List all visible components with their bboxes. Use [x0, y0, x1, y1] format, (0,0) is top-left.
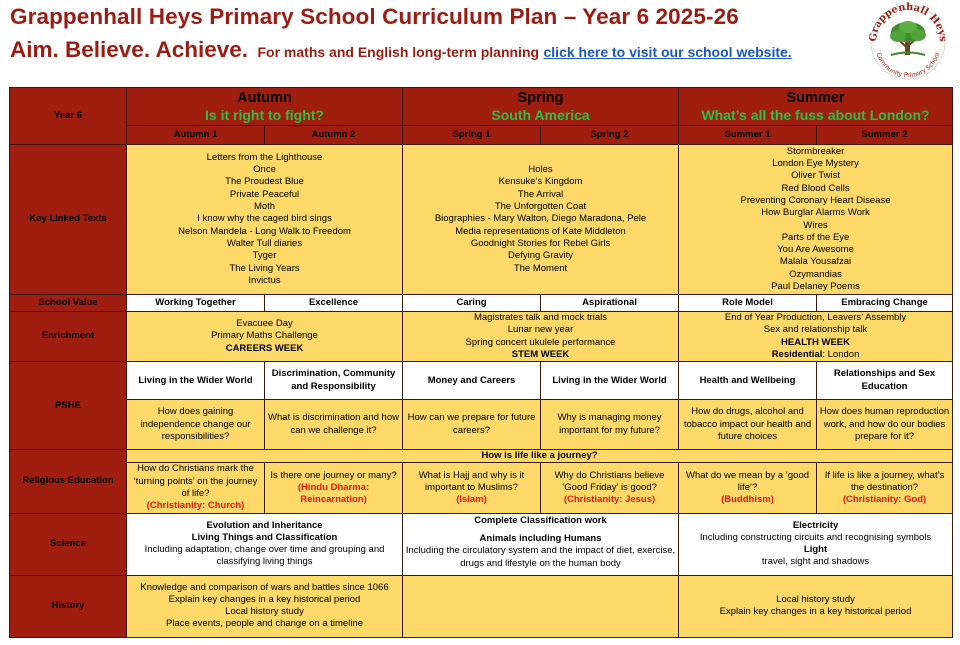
- text-item: Once: [253, 164, 276, 176]
- half-term-header: Autumn 2: [265, 126, 403, 145]
- science-topic: Living Things and Classification: [191, 531, 338, 543]
- re-question: Why do Christians believe ‘Good Friday’ is good?: [554, 469, 665, 493]
- text-item: You Are Awesome: [777, 244, 854, 256]
- texts-autumn: [127, 145, 403, 295]
- pshe-question: How can we prepare for future careers?: [403, 400, 541, 450]
- science-topic: Light: [803, 544, 828, 556]
- value-cell: Excellence: [265, 295, 403, 312]
- pshe-topic: Living in the Wider World: [127, 362, 265, 400]
- re-faith: (Christianity: God): [842, 494, 927, 506]
- value-cell: Caring: [403, 295, 541, 312]
- value-cell: Aspirational: [541, 295, 679, 312]
- text-item: Media representations of Kate Middleton: [455, 225, 626, 237]
- pshe-question: How do drugs, alcohol and tobacco impact our health and future choices: [679, 400, 817, 450]
- text-item: I know why the caged bird sings: [197, 213, 332, 225]
- enrichment-item: Magistrates talk and mock trials: [473, 312, 608, 323]
- re-cell: [541, 463, 679, 513]
- text-item: How Burglar Alarms Work: [761, 207, 870, 219]
- text-item: Oliver Twist: [791, 170, 840, 182]
- history-summer: [679, 575, 953, 637]
- text-item: Malala Yousafzai: [779, 256, 852, 268]
- text-item: Red Blood Cells: [781, 182, 850, 194]
- pshe-question: What is discrimination and how can we challenge it?: [265, 400, 403, 450]
- pshe-topic: Discrimination, Community and Responsibility: [265, 362, 403, 400]
- text-item: Preventing Coronary Heart Disease: [740, 194, 891, 206]
- history-spring: [403, 575, 679, 637]
- season-summer: [679, 88, 953, 126]
- re-faith: (Hindu Dharma: Reincarnation): [297, 481, 370, 506]
- season-name: Autumn: [237, 89, 292, 106]
- page-title: Grappenhall Heys Primary School Curriculum Plan – Year 6 2025-26: [10, 4, 739, 29]
- re-question: What is Hajj and why is it important to Muslims?: [418, 469, 525, 493]
- pshe-topic: Money and Careers: [403, 362, 541, 400]
- enrichment-item: Lunar new year: [507, 324, 574, 336]
- re-question: If life is like a journey, what’s the destination?: [824, 469, 945, 493]
- pshe-question: How does gaining independence change our responsibilities?: [127, 400, 265, 450]
- texts-summer: [679, 145, 953, 295]
- text-item: London Eye Mystery: [772, 158, 859, 170]
- history-item: Knowledge and comparison of wars and battles since 1066: [140, 581, 389, 593]
- subtitle-line: [10, 37, 792, 63]
- pshe-question: Why is managing money important for my future?: [541, 400, 679, 450]
- residential-item: [681, 349, 950, 361]
- pshe-topic: Living in the Wider World: [541, 362, 679, 400]
- re-cell: [679, 463, 817, 513]
- planning-note: For maths and English long-term planning: [257, 44, 540, 60]
- half-term-header: Spring 2: [541, 126, 679, 145]
- text-item: Nelson Mandela - Long Walk to Freedom: [178, 225, 351, 237]
- text-item: Defying Gravity: [508, 250, 573, 262]
- enrichment-week: STEM WEEK: [511, 348, 570, 360]
- text-item: Letters from the Lighthouse: [206, 151, 323, 163]
- season-theme: Is it right to fight?: [205, 106, 324, 123]
- text-item: The Living Years: [229, 262, 300, 274]
- row-label-science: Science: [10, 513, 127, 575]
- text-item: Paul Delaney Poems: [771, 280, 860, 292]
- enrichment-item: Spring concert ukulele performance: [465, 336, 616, 348]
- science-topic: Electricity: [792, 519, 839, 531]
- value-cell: Role Model: [679, 295, 817, 312]
- text-item: Ozymandias: [789, 268, 842, 280]
- history-item: Place events, people and change on a timeline: [166, 618, 363, 630]
- re-cell: [265, 463, 403, 513]
- re-question: How do Christians mark the ‘turning points’ on the journey of life?: [133, 463, 258, 500]
- year-label: Year 6: [10, 88, 127, 145]
- history-item: Explain key changes in a key historical period: [719, 606, 912, 618]
- text-item: Kensuke’s Kingdom: [498, 176, 583, 188]
- season-name: Summer: [786, 89, 845, 106]
- enrichment-item: End of Year Production, Leavers’ Assembly: [724, 312, 907, 323]
- history-autumn: [127, 575, 403, 637]
- logo-text-top: Grappenhall Heys: [867, 1, 949, 43]
- pshe-topic: Relationships and Sex Education: [817, 362, 953, 400]
- season-theme: South America: [491, 106, 590, 123]
- text-item: The Arrival: [517, 188, 564, 200]
- residential-value: : London: [822, 348, 860, 360]
- row-label-enrichment: Enrichment: [10, 312, 127, 362]
- enrichment-item: Evacuee Day: [236, 318, 293, 330]
- re-cell: [817, 463, 953, 513]
- text-item: Parts of the Eye: [781, 231, 850, 243]
- text-item: The Unforgotten Coat: [494, 201, 587, 213]
- school-logo: [866, 0, 950, 80]
- science-spring: [403, 513, 679, 575]
- season-spring: [403, 88, 679, 126]
- history-item: Explain key changes in a key historical period: [168, 593, 361, 605]
- re-question: What do we mean by a ‘good life’?: [685, 469, 810, 493]
- science-detail: Including the circulatory system and the impact of diet, exercise, drugs and lifestyle on the human body: [405, 545, 676, 569]
- science-summer: [679, 513, 953, 575]
- season-theme: What’s all the fuss about London?: [701, 106, 930, 123]
- re-faith: (Buddhism): [721, 494, 774, 506]
- text-item: Stormbreaker: [786, 145, 845, 157]
- text-item: Holes: [528, 164, 553, 176]
- school-motto: Aim. Believe. Achieve.: [10, 37, 249, 62]
- text-item: Tyger: [252, 250, 277, 262]
- science-topic: Evolution and Inheritance: [206, 519, 323, 531]
- pshe-topic: Health and Wellbeing: [679, 362, 817, 400]
- science-topic: Complete Classification work: [474, 514, 607, 526]
- texts-spring: [403, 145, 679, 295]
- half-term-header: Autumn 1: [127, 126, 265, 145]
- text-item: Wires: [803, 219, 828, 231]
- enrichment-week: HEALTH WEEK: [781, 336, 850, 348]
- row-label-value: School Value: [10, 295, 127, 312]
- text-item: Invictus: [248, 274, 281, 286]
- re-cell: [403, 463, 541, 513]
- text-item: The Proudest Blue: [225, 176, 304, 188]
- school-website-link[interactable]: click here to visit our school website.: [543, 44, 792, 60]
- re-faith: (Islam): [456, 494, 487, 506]
- enrichment-spring: [403, 312, 679, 362]
- half-term-header: Spring 1: [403, 126, 541, 145]
- re-cell: [127, 463, 265, 513]
- half-term-header: Summer 2: [817, 126, 953, 145]
- text-item: Goodnight Stories for Rebel Girls: [470, 237, 611, 249]
- value-cell: Working Together: [127, 295, 265, 312]
- text-item: Walter Tull diaries: [226, 237, 303, 249]
- science-topic: Animals including Humans: [479, 532, 602, 544]
- row-label-history: History: [10, 575, 127, 637]
- history-item: Local history study: [225, 606, 304, 618]
- enrichment-item: Primary Maths Challenge: [211, 330, 318, 342]
- row-label-pshe: PSHE: [10, 362, 127, 450]
- row-label-texts: Key Linked Texts: [10, 145, 127, 295]
- text-item: Private Peaceful: [229, 188, 300, 200]
- enrichment-week: CAREERS WEEK: [225, 342, 304, 354]
- residential-label: Residential: [771, 348, 823, 360]
- curriculum-table: [9, 87, 953, 638]
- value-cell: Embracing Change: [817, 295, 953, 312]
- row-label-re: Religious Education: [10, 450, 127, 513]
- enrichment-autumn: [127, 312, 403, 362]
- re-big-question: How is life like a journey?: [127, 450, 953, 463]
- enrichment-item: Sex and relationship talk: [763, 324, 868, 336]
- science-detail: Including constructing circuits and recognising symbols: [699, 531, 932, 543]
- text-item: The Moment: [513, 262, 568, 274]
- science-autumn: [127, 513, 403, 575]
- logo-text-bottom: Community Primary School: [874, 51, 942, 80]
- re-question: Is there one journey or many?: [270, 469, 397, 481]
- science-detail: travel, sight and shadows: [761, 556, 870, 568]
- season-autumn: [127, 88, 403, 126]
- text-item: Moth: [253, 201, 276, 213]
- re-faith: (Christianity: Church): [146, 500, 245, 512]
- season-name: Spring: [517, 89, 564, 106]
- enrichment-summer: [679, 312, 953, 362]
- half-term-header: Summer 1: [679, 126, 817, 145]
- science-detail: Including adaptation, change over time and grouping and classifying living things: [144, 544, 385, 568]
- history-item: Local history study: [776, 593, 855, 605]
- text-item: Biographies - Mary Walton, Diego Maradona, Pele: [434, 213, 647, 225]
- re-faith: (Christianity: Jesus): [563, 494, 656, 506]
- pshe-question: How does human reproduction work, and how do our bodies prepare for it?: [817, 400, 953, 450]
